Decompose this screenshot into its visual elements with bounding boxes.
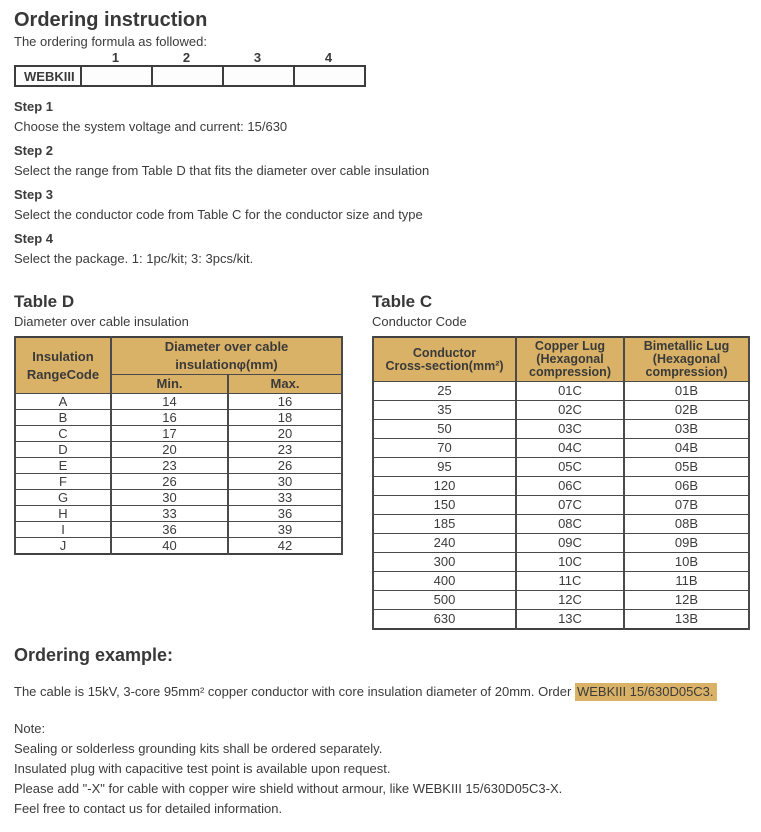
table-cell: 40 (111, 538, 228, 555)
formula-slot-cell-4 (294, 66, 365, 86)
table-cell: 400 (373, 572, 516, 591)
step-1-label: Step 1 (14, 99, 54, 114)
header-line: (Hexagonal (652, 352, 721, 366)
header-line: RangeCode (26, 366, 100, 382)
table-cell: 120 (373, 477, 516, 496)
table-cell: 18 (228, 410, 342, 426)
table-row (15, 538, 342, 555)
table-cell: 16 (228, 394, 342, 410)
formula-intro-text: The ordering formula as followed: (14, 34, 207, 49)
table-c-subtitle: Conductor Code (372, 314, 467, 329)
table-cell: C (15, 426, 111, 442)
table-cell: D (15, 442, 111, 458)
table-cell: 39 (228, 522, 342, 538)
table-c-body (373, 382, 749, 630)
table-cell: 16 (111, 410, 228, 426)
table-cell: 240 (373, 534, 516, 553)
header-line: Copper Lug (534, 339, 606, 353)
table-cell: 05B (624, 458, 749, 477)
table-cell: 01B (624, 382, 749, 401)
table-cell: 04B (624, 439, 749, 458)
table-cell: 630 (373, 610, 516, 630)
table-cell: 09B (624, 534, 749, 553)
table-cell: 42 (228, 538, 342, 555)
tables-section (14, 291, 761, 630)
table-c-section (372, 291, 748, 630)
header-line: Conductor (412, 345, 477, 360)
table-cell: 10B (624, 553, 749, 572)
table-cell: 12B (624, 591, 749, 610)
table-d-header (15, 337, 342, 394)
table-row (15, 426, 342, 442)
table-cell: 20 (228, 426, 342, 442)
table-cell: 17 (111, 426, 228, 442)
table-cell: 10C (516, 553, 624, 572)
table-cell: 26 (111, 474, 228, 490)
table-row (15, 522, 342, 538)
table-cell: 25 (373, 382, 516, 401)
table-cell: 500 (373, 591, 516, 610)
table-c-title: Table C (372, 292, 433, 311)
table-row (15, 410, 342, 426)
table-d-section (14, 291, 341, 555)
table-cell: 20 (111, 442, 228, 458)
table-cell: 30 (111, 490, 228, 506)
table-row (15, 458, 342, 474)
table-cell: 70 (373, 439, 516, 458)
table-cell: H (15, 506, 111, 522)
ordering-formula (14, 50, 364, 87)
table-c (372, 336, 750, 630)
table-c-header-copper-lug (516, 337, 624, 382)
ordering-example-section (14, 644, 761, 700)
page-title: Ordering instruction (14, 9, 208, 31)
header-line: Cross-section(mm²) (385, 358, 504, 373)
table-cell: 04C (516, 439, 624, 458)
table-cell: 08C (516, 515, 624, 534)
header-line: Bimetallic Lug (643, 339, 730, 353)
table-row (15, 490, 342, 506)
table-cell: 02B (624, 401, 749, 420)
slot-number-1: 1 (111, 50, 120, 65)
step-1-text: Choose the system voltage and current: 15/630 (14, 119, 288, 134)
note-line-4: Feel free to contact us for detailed information. (14, 801, 283, 816)
table-row (373, 515, 749, 534)
table-cell: F (15, 474, 111, 490)
table-row (373, 420, 749, 439)
table-cell: 95 (373, 458, 516, 477)
formula-slot-cell-2 (152, 66, 223, 86)
formula-slot-cell-1 (81, 66, 152, 86)
table-row (373, 458, 749, 477)
table-row (15, 506, 342, 522)
table-cell: 07B (624, 496, 749, 515)
ordering-example-title: Ordering example: (14, 645, 174, 665)
table-d-header-max: Max. (228, 375, 342, 394)
header-line: compression) (529, 365, 611, 379)
table-cell: 13C (516, 610, 624, 630)
table-row (373, 477, 749, 496)
ordering-example-text (14, 683, 761, 700)
formula-table (14, 65, 366, 87)
step-3-text: Select the conductor code from Table C for the conductor size and type (14, 207, 423, 222)
formula-slot-numbers (14, 50, 364, 65)
header-line: (Hexagonal (536, 352, 604, 366)
formula-row (15, 66, 365, 86)
table-cell: 12C (516, 591, 624, 610)
note-line-2: Insulated plug with capacitive test point is available upon request. (14, 761, 391, 776)
table-d-title: Table D (14, 292, 75, 311)
table-cell: 13B (624, 610, 749, 630)
table-cell: 185 (373, 515, 516, 534)
table-cell: 150 (373, 496, 516, 515)
table-row (373, 610, 749, 630)
header-line: compression) (645, 365, 728, 379)
note-section (14, 719, 761, 819)
table-cell: 23 (111, 458, 228, 474)
table-row (373, 572, 749, 591)
table-cell: 23 (228, 442, 342, 458)
table-cell: 33 (228, 490, 342, 506)
table-c-header (373, 337, 749, 382)
table-cell: 11B (624, 572, 749, 591)
table-cell: 05C (516, 458, 624, 477)
table-cell: 14 (111, 394, 228, 410)
table-cell: I (15, 522, 111, 538)
table-row (15, 474, 342, 490)
step-4-text: Select the package. 1: 1pc/kit; 3: 3pcs/kit. (14, 251, 254, 266)
slot-number-2: 2 (182, 50, 191, 65)
table-row (373, 534, 749, 553)
table-row (373, 439, 749, 458)
table-cell: 26 (228, 458, 342, 474)
table-cell: J (15, 538, 111, 555)
table-cell: 06C (516, 477, 624, 496)
table-d-subtitle: Diameter over cable insulation (14, 314, 189, 329)
table-cell: 03B (624, 420, 749, 439)
table-row (373, 382, 749, 401)
table-cell: 03C (516, 420, 624, 439)
table-cell: A (15, 394, 111, 410)
table-d-header-rangecode (15, 337, 111, 394)
table-c-header-bimetallic-lug (624, 337, 749, 382)
table-cell: 09C (516, 534, 624, 553)
table-cell: 33 (111, 506, 228, 522)
table-row (373, 496, 749, 515)
table-cell: 36 (228, 506, 342, 522)
order-code-highlight: WEBKIII 15/630D05C3. (575, 683, 717, 701)
header-line: Insulation (32, 348, 94, 364)
table-cell: 35 (373, 401, 516, 420)
note-label: Note: (14, 721, 46, 736)
note-line-1: Sealing or solderless grounding kits shall be ordered separately. (14, 741, 383, 756)
table-cell: 08B (624, 515, 749, 534)
step-2-label: Step 2 (14, 143, 54, 158)
table-d-body (15, 394, 342, 555)
table-cell: 36 (111, 522, 228, 538)
table-cell: B (15, 410, 111, 426)
table-cell: 50 (373, 420, 516, 439)
table-row (15, 442, 342, 458)
slot-number-spacer (14, 50, 80, 65)
table-d (14, 336, 343, 555)
step-4-label: Step 4 (14, 231, 54, 246)
table-row (373, 553, 749, 572)
formula-slot-cell-3 (223, 66, 294, 86)
note-line-3: Please add "-X" for cable with copper wire shield without armour, like WEBKIII 15/630D05C3-X. (14, 781, 563, 796)
table-cell: 07C (516, 496, 624, 515)
table-cell: 01C (516, 382, 624, 401)
example-sentence: The cable is 15kV, 3-core 95mm² copper conductor with core insulation diameter of 20mm. Order (14, 684, 575, 699)
table-cell: 30 (228, 474, 342, 490)
table-d-header-min: Min. (111, 375, 228, 394)
formula-prefix-cell: WEBKIII (15, 66, 81, 86)
step-2-text: Select the range from Table D that fits the diameter over cable insulation (14, 163, 430, 178)
table-d-header-diameter: Diameter over cable insulationφ(mm) (111, 337, 342, 375)
table-c-header-crosssection (373, 337, 516, 382)
table-row (373, 591, 749, 610)
slot-number-4: 4 (324, 50, 333, 65)
slot-number-3: 3 (253, 50, 262, 65)
step-3-label: Step 3 (14, 187, 54, 202)
table-cell: 11C (516, 572, 624, 591)
table-cell: E (15, 458, 111, 474)
table-cell: 300 (373, 553, 516, 572)
table-cell: 02C (516, 401, 624, 420)
table-cell: 06B (624, 477, 749, 496)
steps-section (14, 96, 761, 269)
table-row (373, 401, 749, 420)
table-row (15, 394, 342, 410)
table-cell: G (15, 490, 111, 506)
